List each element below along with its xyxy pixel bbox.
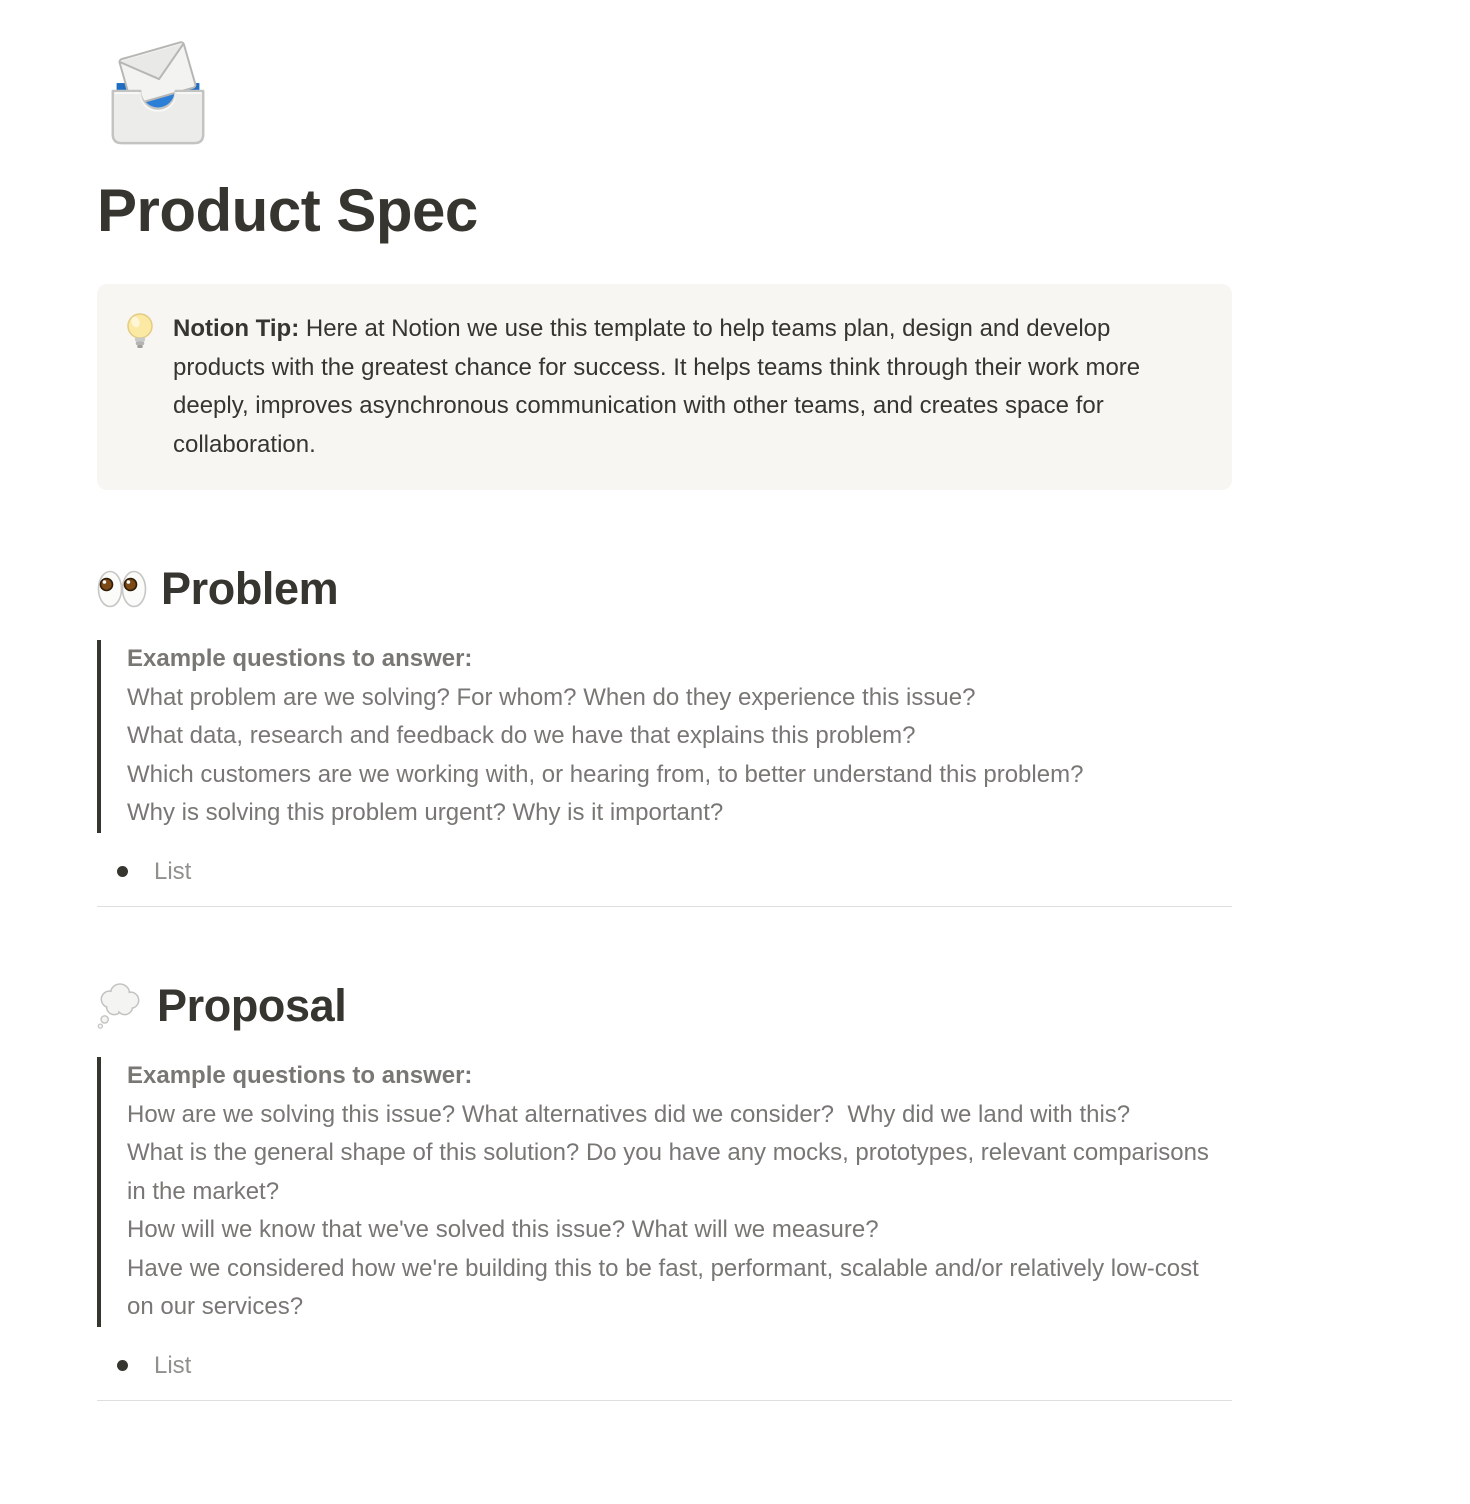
quote-question: Why is solving this problem urgent? Why is it important? bbox=[127, 799, 724, 826]
bullet-icon bbox=[117, 866, 128, 877]
quote-question: Have we considered how we're building this to be fast, performant, scalable and/or relatively low-cost on our services? bbox=[127, 1254, 1206, 1320]
lightbulb-icon bbox=[125, 313, 155, 351]
notion-tip-callout[interactable] bbox=[97, 284, 1232, 490]
callout-label: Notion Tip: bbox=[173, 315, 300, 342]
bullet-icon bbox=[117, 1360, 128, 1371]
quote-label: Example questions to answer: bbox=[127, 645, 473, 672]
quote-question: How are we solving this issue? What alternatives did we consider? Why did we land with this? bbox=[127, 1100, 1131, 1128]
divider bbox=[97, 1400, 1232, 1402]
problem-quote-block[interactable] bbox=[97, 640, 1232, 833]
quote-question: What is the general shape of this solution? Do you have any mocks, prototypes, relevant comparisons in the market? bbox=[127, 1139, 1216, 1205]
envelope-tray-icon bbox=[97, 34, 219, 152]
divider bbox=[97, 906, 1232, 908]
section-heading-proposal[interactable] bbox=[97, 977, 1232, 1035]
section-heading-text: Problem bbox=[161, 563, 339, 614]
list-item[interactable] bbox=[97, 1347, 1232, 1385]
page-title[interactable]: Product Spec bbox=[97, 177, 478, 244]
callout-body-text: Here at Notion we use this template to help teams plan, design and develop products with the greatest chance for success. It helps teams think through their work more deeply, improves asynchronous communication with other teams, and creates space for collaboration. bbox=[173, 315, 1141, 458]
list-item-label: List bbox=[154, 857, 192, 885]
section-heading-problem[interactable] bbox=[97, 560, 1232, 618]
quote-question: How will we know that we've solved this issue? What will we measure? bbox=[127, 1216, 879, 1243]
page bbox=[97, 34, 1232, 1401]
list-item[interactable] bbox=[97, 853, 1232, 891]
section-heading-text: Proposal bbox=[157, 980, 347, 1031]
list-item-label: List bbox=[154, 1351, 192, 1379]
thought-balloon-icon bbox=[97, 981, 143, 1031]
quote-question: What data, research and feedback do we have that explains this problem? bbox=[127, 722, 916, 749]
quote-question: What problem are we solving? For whom? When do they experience this issue? bbox=[127, 683, 976, 711]
eyes-icon bbox=[97, 569, 147, 609]
proposal-quote-block[interactable] bbox=[97, 1057, 1232, 1327]
callout-text bbox=[173, 310, 1206, 464]
quote-question: Which customers are we working with, or hearing from, to better understand this problem? bbox=[127, 760, 1084, 788]
quote-label: Example questions to answer: bbox=[127, 1062, 473, 1089]
page-icon-envelope-tray[interactable] bbox=[97, 34, 219, 152]
